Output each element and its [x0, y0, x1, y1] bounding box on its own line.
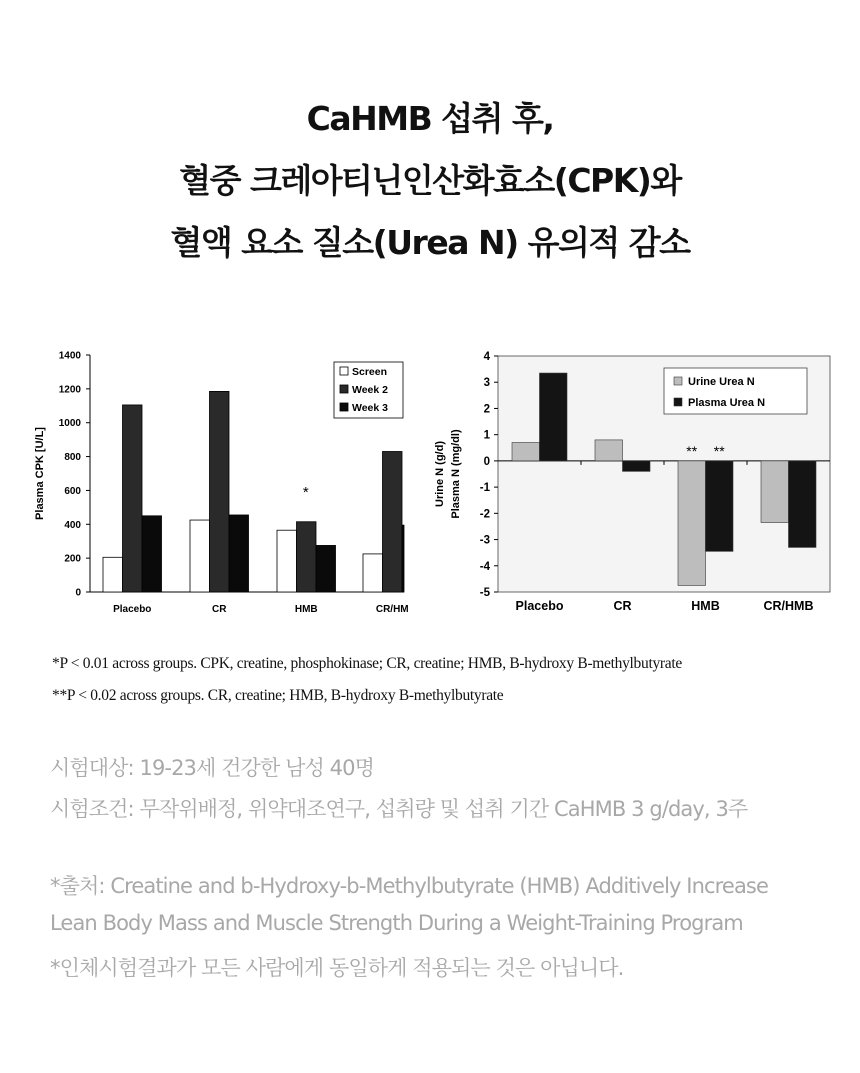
bar-plasma-urea-n-cr — [623, 461, 651, 471]
cpk-chart — [0, 340, 420, 630]
x-tick-label: HMB — [294, 604, 318, 615]
bar-plasma-urea-n-placebo — [540, 373, 568, 461]
significance-marker: * — [302, 484, 309, 501]
significance-marker: ** — [713, 442, 725, 459]
bar-screen-cr — [190, 520, 210, 592]
significance-marker: ** — [686, 442, 698, 459]
bar-urine-urea-n-hmb — [678, 461, 706, 586]
page-title — [0, 88, 860, 274]
y-tick-label: 1200 — [58, 384, 81, 396]
bar-week-3-cr-hmb — [402, 525, 404, 592]
legend-label: Week 2 — [352, 384, 388, 396]
bar-week-2-cr-hmb — [383, 451, 403, 592]
legend-label: Week 3 — [352, 402, 388, 414]
y-tick-label: -5 — [479, 587, 490, 599]
legend-label: Screen — [352, 366, 388, 378]
legend-swatch — [340, 367, 348, 375]
y-tick-label: 3 — [483, 377, 490, 390]
bar-week-3-placebo — [142, 516, 162, 592]
disclaimer: *인체시험결과가 모든 사람에게 동일하게 적용되는 것은 아닙니다. — [50, 956, 624, 980]
title-line-3: 혈액 요소 질소(Urea N) 유의적 감소 — [170, 223, 690, 262]
y-axis-title: Plasma CPK [U/L] — [34, 427, 46, 520]
bar-plasma-urea-n-hmb — [706, 461, 734, 551]
y-tick-label: 1000 — [58, 418, 81, 430]
y-tick-label: 600 — [64, 485, 81, 497]
legend-swatch — [674, 398, 682, 406]
legend-swatch — [340, 403, 348, 411]
x-tick-label: CR/HMB — [763, 599, 814, 613]
x-tick-label: HMB — [691, 599, 720, 613]
bar-screen-placebo — [103, 557, 123, 592]
title-line-1: CaHMB 섭취 후, — [306, 99, 554, 138]
bar-plasma-urea-n-cr-hmb — [789, 461, 817, 548]
x-tick-label: CR/HM — [375, 604, 409, 615]
x-tick-label: Placebo — [113, 604, 152, 615]
y-axis-title-line: Urine N (g/d) — [434, 441, 446, 507]
bar-week-2-hmb — [297, 522, 317, 592]
bar-urine-urea-n-placebo — [512, 443, 540, 461]
source-line-2: Lean Body Mass and Muscle Strength During a Weight-Training Program — [50, 911, 743, 935]
x-tick-label: CR — [212, 604, 227, 615]
y-axis-title-line: Plasma N (mg/dl) — [450, 429, 462, 519]
bar-screen-hmb — [277, 530, 297, 592]
urea-chart — [420, 340, 860, 630]
legend-swatch — [340, 385, 348, 393]
source-line-1: *출처: Creatine and b-Hydroxy-b-Methylbutyrate (HMB) Additively Increase — [50, 874, 768, 898]
bar-urine-urea-n-cr — [595, 440, 623, 461]
y-tick-label: -3 — [479, 534, 490, 547]
y-tick-label: 2 — [483, 403, 490, 416]
footnote-2: **P < 0.02 across groups. CR, creatine; HMB, B-hydroxy B-methylbutyrate — [52, 687, 504, 704]
bar-week-3-cr — [229, 515, 249, 592]
bar-week-3-hmb — [316, 545, 336, 592]
title-line-2: 혈중 크레아티닌인산화효소(CPK)와 — [179, 161, 681, 200]
bar-urine-urea-n-cr-hmb — [761, 461, 789, 523]
y-tick-label: 1 — [483, 429, 490, 442]
y-tick-label: -1 — [479, 482, 490, 495]
y-tick-label: 1400 — [58, 350, 81, 362]
bar-screen-cr-hmb — [363, 554, 383, 592]
legend-swatch — [674, 377, 682, 385]
x-tick-label: CR — [613, 599, 632, 613]
bar-week-2-placebo — [123, 405, 143, 592]
y-tick-label: 0 — [75, 587, 81, 599]
y-tick-label: 800 — [64, 452, 81, 464]
legend-label: Plasma Urea N — [688, 397, 766, 409]
bar-week-2-cr — [210, 391, 230, 592]
footnote-1: *P < 0.01 across groups. CPK, creatine, phosphokinase; CR, creatine; HMB, B-hydroxy B-methylbutyrate — [52, 655, 682, 672]
legend-label: Urine Urea N — [688, 376, 755, 388]
y-tick-label: -4 — [479, 560, 490, 573]
y-tick-label: 4 — [483, 351, 490, 363]
study-conditions: 시험조건: 무작위배정, 위약대조연구, 섭취량 및 섭취 기간 CaHMB 3 g/day, 3주 — [50, 797, 748, 821]
footnotes — [52, 648, 842, 712]
study-subjects: 시험대상: 19-23세 건강한 남성 40명 — [50, 756, 374, 780]
y-tick-label: 0 — [483, 455, 490, 468]
x-tick-label: Placebo — [515, 599, 564, 613]
y-tick-label: 200 — [64, 553, 81, 565]
y-tick-label: 400 — [64, 519, 81, 531]
y-tick-label: -2 — [479, 508, 490, 521]
